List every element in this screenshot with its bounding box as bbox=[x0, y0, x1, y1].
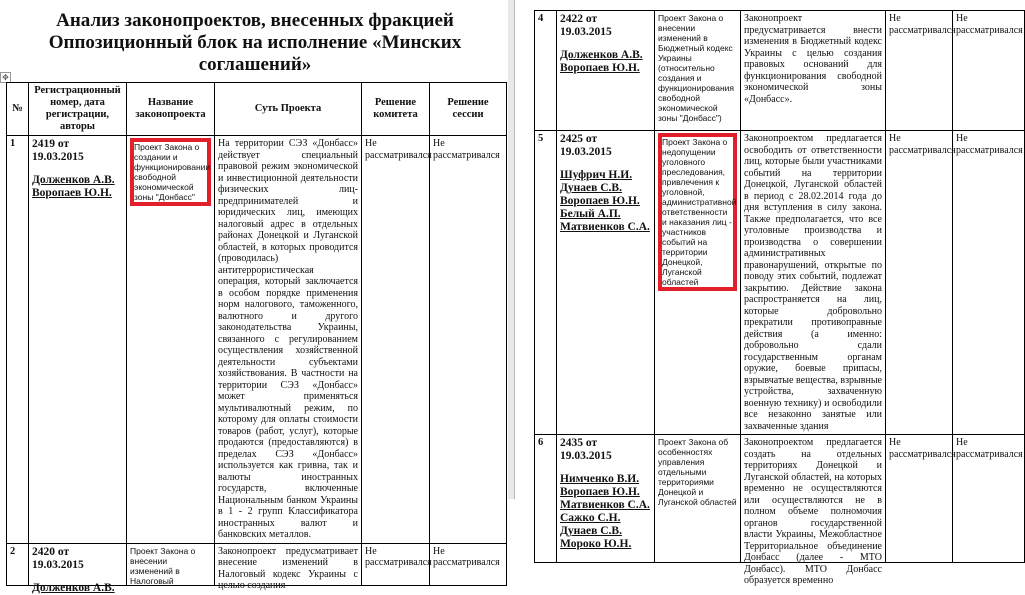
header-committee: Решение комитета bbox=[362, 83, 430, 136]
row-session: Не рассматривался bbox=[953, 11, 1025, 131]
authors: Нимченко В.И. Воропаев Ю.Н. Матвиенков С.А. Сажко С.Н. Дунаев С.В. Мороко Ю.Н. bbox=[560, 473, 650, 550]
table-row bbox=[7, 543, 507, 585]
move-cross-icon[interactable]: ✥ bbox=[0, 72, 11, 83]
row-reg-cell bbox=[557, 131, 655, 435]
row-committee: Не рассматривался bbox=[362, 543, 430, 585]
bills-table-right bbox=[534, 10, 1025, 586]
reg-number: 2435 от 19.03.2015 bbox=[560, 437, 612, 462]
document-title bbox=[20, 10, 490, 76]
header-essence: Суть Проекта bbox=[215, 83, 362, 136]
reg-number: 2420 от 19.03.2015 bbox=[32, 545, 84, 571]
table-row bbox=[7, 136, 507, 544]
row-session: Не рассматривался bbox=[953, 435, 1025, 563]
authors: Шуфрич Н.И. Дунаев С.В. Воропаев Ю.Н. Белый А.П. Матвиенков С.А. bbox=[560, 169, 650, 233]
authors: Долженков А.В. Воропаев Ю.Н. bbox=[560, 49, 643, 74]
row-num: 6 bbox=[535, 435, 557, 563]
row-reg-cell bbox=[557, 435, 655, 563]
row-num: 5 bbox=[535, 131, 557, 435]
row-committee: Не рассматривался bbox=[886, 435, 953, 563]
bill-name: Проект Закона об особенностях управления отдельными территориями Донецкой и Луганской областей bbox=[655, 435, 741, 563]
row-essence: Законопроект предусматривается внести изменения в Бюджетный кодекс Украины с целью создания правовых оснований для функционирования свободной экономической зоны «Донбасс». bbox=[741, 11, 886, 131]
title-line-3: соглашений» bbox=[198, 54, 312, 75]
bill-name: Проект Закона о внесении изменений в Бюджетный кодекс Украины (относительно создания и функционирования свободной экономической зоны "Донбасс") bbox=[655, 11, 741, 131]
row-reg-cell bbox=[29, 136, 127, 544]
table-row bbox=[535, 11, 1025, 131]
row-essence-cell bbox=[741, 435, 886, 586]
bill-name-highlight: Проект Закона о недопущении уголовного преследования, привлечения к уголовной, административной ответственности и наказания лиц - участников событий на территории Донецкой, Луганской областей bbox=[658, 133, 737, 291]
authors: Долженков А.В. bbox=[32, 581, 115, 594]
row-reg-cell bbox=[557, 11, 655, 131]
header-reg: Регистрационный номер, дата регистрации, авторы bbox=[29, 83, 127, 136]
table-row bbox=[535, 131, 1025, 435]
header-num: № bbox=[7, 83, 29, 136]
row-committee: Не рассматривался bbox=[362, 136, 430, 544]
row-essence-cell bbox=[215, 543, 362, 591]
bill-name-highlight: Проект Закона о создании и функционировании свободной экономической зоны "Донбасс" bbox=[130, 138, 211, 206]
title-line-1: Анализ законопроектов, внесенных фракцией bbox=[56, 10, 454, 31]
table-row bbox=[535, 435, 1025, 563]
row-committee: Не рассматривался bbox=[886, 11, 953, 131]
reg-number: 2422 от 19.03.2015 bbox=[560, 13, 612, 38]
row-essence: Законопроект предусматривает внесение изменений в Налоговый кодекс Украины с целью создания bbox=[218, 545, 358, 591]
reg-number: 2419 от 19.03.2015 bbox=[32, 138, 84, 163]
row-session: Не рассматривался bbox=[953, 131, 1025, 435]
row-name-cell bbox=[655, 131, 741, 435]
row-num: 2 bbox=[7, 543, 29, 585]
authors: Долженков А.В. Воропаев Ю.Н. bbox=[32, 174, 115, 199]
row-num: 1 bbox=[7, 136, 29, 544]
row-name-cell bbox=[127, 543, 215, 585]
row-session: Не рассматривался bbox=[430, 543, 507, 585]
reg-number: 2425 от 19.03.2015 bbox=[560, 133, 612, 158]
table-header-row bbox=[7, 83, 507, 136]
row-reg-cell bbox=[29, 543, 127, 594]
row-essence: На территории СЭЗ «Донбасс» действует специальный правовой режим экономической и инвестиционной деятельности физических лиц-предпринимателей и юридических лиц, имеющих налоговый адрес в отдельных районах Донецкой и Луганской областей, в которых проводится (проводилась) антитеррористическая операция, который заключается в особом порядке применения норм налогового, таможенного, валютного и другого законодательства Украины, связанного с регулированием осуществления хозяйственной деятельности субъектами хозяйствования. В частности на территории СЭЗ «Донбасс» может применяться мультивалютный режим, по которому для оплаты стоимости товаров (работ, услуг), которые продаются (предоставляются) в пределах СЭЗ «Донбасс» используется как гривна, так и валюты иностранных государств, включенные Национальным банком Украины в 1 - 2 групп Классификатора иностранных валют и банковских металлов. bbox=[215, 136, 362, 544]
title-line-2: Оппозиционный блок на исполнение «Минских bbox=[48, 32, 462, 53]
row-name-cell bbox=[127, 136, 215, 544]
header-name: Название законопроекта bbox=[127, 83, 215, 136]
row-session: Не рассматривался bbox=[430, 136, 507, 544]
bills-table-left bbox=[6, 82, 507, 594]
row-essence: Законопроектом предлагается создать на отдельных территориях Донецкой и Луганской областей, на которых временно не осуществляются или осуществляются не в полном объеме полномочия органов государственной власти Украины, Межобластное Территориальное объединение Донбасс (далее - МТО Донбасс). МТО Донбасс образуется временно bbox=[744, 437, 882, 586]
document-page-left bbox=[0, 0, 508, 594]
bill-name: Проект Закона о внесении изменений в Налоговый bbox=[130, 545, 196, 586]
row-num: 4 bbox=[535, 11, 557, 131]
row-committee: Не рассматривался bbox=[886, 131, 953, 435]
row-essence: Законопроектом предлагается освободить от ответственности лиц, которые были участниками событий на территории Донецкой, Луганской областей в период с 28.02.2014 года до дня вступления в силу закона. Также предполагается, что все уголовные производства и производства о совершении административных правонарушений, открытые по поводу этих событий, подлежат закрытию. Действие закона распространяется на лиц, которые добровольно прекратили противоправные действия (а именно: добровольно сдали государственным органам оружие, боевые припасы, взрывчатые вещества, взрывные устройства, захваченную военную технику) и освободили все незаконно занятые или захваченные здания bbox=[741, 131, 886, 435]
header-session: Решение сессии bbox=[430, 83, 507, 136]
